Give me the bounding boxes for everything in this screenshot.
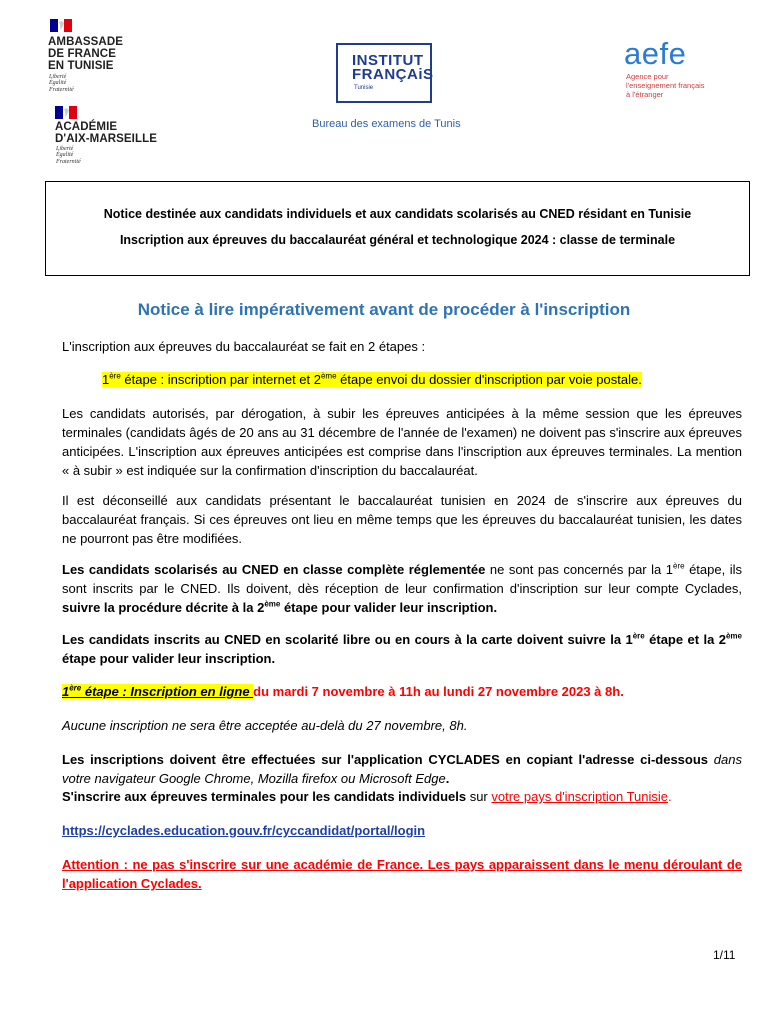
cyclades-link-line (62, 821, 742, 840)
institut-logo-sub: Tunisie (354, 85, 374, 91)
institut-logo-line1: INSTITUT (352, 52, 424, 69)
aucune-paragraph: Aucune inscription ne sera être acceptée au-delà du 27 novembre, 8h. (62, 718, 468, 733)
derogation-paragraph: Les candidats autorisés, par dérogation, à subir les épreuves anticipées à la même session que les épreuves terminales (candidats âgés de 20 ans au 31 décembre de l'année de l'examen) ne doivent pas s'inscrire aux épreuves anticipées. L'inscription aux épreuves anticipées est comprise dans l'inscription aux épreuves terminales. La mention « à subir » est indiquée sur la confirmation d'inscription du baccalauréat. (62, 406, 742, 478)
notice-title-line2: Inscription aux épreuves du baccalauréat général et technologique 2024 : classe de terminale (119, 233, 676, 247)
institut-logo-line2: FRANÇAiS (352, 66, 434, 83)
notice-title-box (45, 181, 750, 276)
page-number: 1/11 (713, 948, 736, 962)
academie-title: ACADÉMIE D'AIX-MARSEILLE (55, 121, 157, 145)
marianne-flag-icon (50, 19, 72, 32)
bureau-label: Bureau des examens de Tunis (312, 118, 461, 130)
ambassade-title: AMBASSADE DE FRANCE EN TUNISIE (48, 36, 124, 72)
academie-motto: Liberté Égalité Fraternité (56, 146, 81, 165)
marianne-flag-icon (55, 106, 77, 119)
pays-paragraph: S'inscrire aux épreuves terminales pour les candidats individuels sur votre pays d'inscription Tunisie. (62, 789, 672, 804)
steps-summary: 1ère étape : inscription par internet et 2ème étape envoi du dossier d'inscription par voie postale. (102, 371, 642, 387)
libre-paragraph: Les candidats inscrits au CNED en scolarité libre ou en cours à la carte doivent suivre la 1ère étape et la 2ème étape pour valider leur inscription. (62, 631, 742, 666)
page-heading: Notice à lire impérativement avant de procéder à l'inscription (137, 300, 631, 319)
cned-paragraph: Les candidats scolarisés au CNED en classe complète réglementée ne sont pas concernés par la 1ère étape, ils sont inscrits par le CNED. Ils doivent, dès réception de leur confirmation d'inscription sur leur compte Cyclades, suivre la procédure décrite à la 2ème étape pour valider leur inscription. (62, 561, 742, 615)
aefe-word: aefe (624, 36, 687, 71)
cyclades-paragraph: Les inscriptions doivent être effectuées sur l'application CYCLADES en copiant l'adresse ci-dessous dans votre navigateur Google Chrome, Mozilla firefox ou Microsoft Edge. (62, 752, 742, 786)
notice-title-line1: Notice destinée aux candidats individuels et aux candidats scolarisés au CNED résidant en Tunisie (103, 207, 692, 221)
ambassade-motto: Liberté Égalité Fraternité (49, 74, 74, 93)
cyclades-link[interactable]: https://cyclades.education.gouv.fr/cyccandidat/portal/login (62, 823, 426, 838)
attention-paragraph: Attention : ne pas s'inscrire sur une académie de France. Les pays apparaissent dans le menu déroulant de l'application Cyclades. (62, 857, 742, 891)
institut-francais-logo (336, 43, 432, 103)
etape1-paragraph: 1ère étape : Inscription en ligne du mardi 7 novembre à 11h au lundi 27 novembre 2023 à 8h. (62, 683, 624, 699)
intro-paragraph: L'inscription aux épreuves du baccalauréat se fait en 2 étapes : (62, 339, 426, 354)
aefe-subtitle: Agence pour l'enseignement français à l'étranger (626, 72, 705, 99)
tunisien-paragraph: Il est déconseillé aux candidats présentant le baccalauréat tunisien en 2024 de s'inscrire aux épreuves du baccalauréat français. Si ces épreuves ont lieu en même temps que les épreuves du baccalauréat tunisien, les dates ne pourront pas être modifiées. (62, 493, 742, 546)
